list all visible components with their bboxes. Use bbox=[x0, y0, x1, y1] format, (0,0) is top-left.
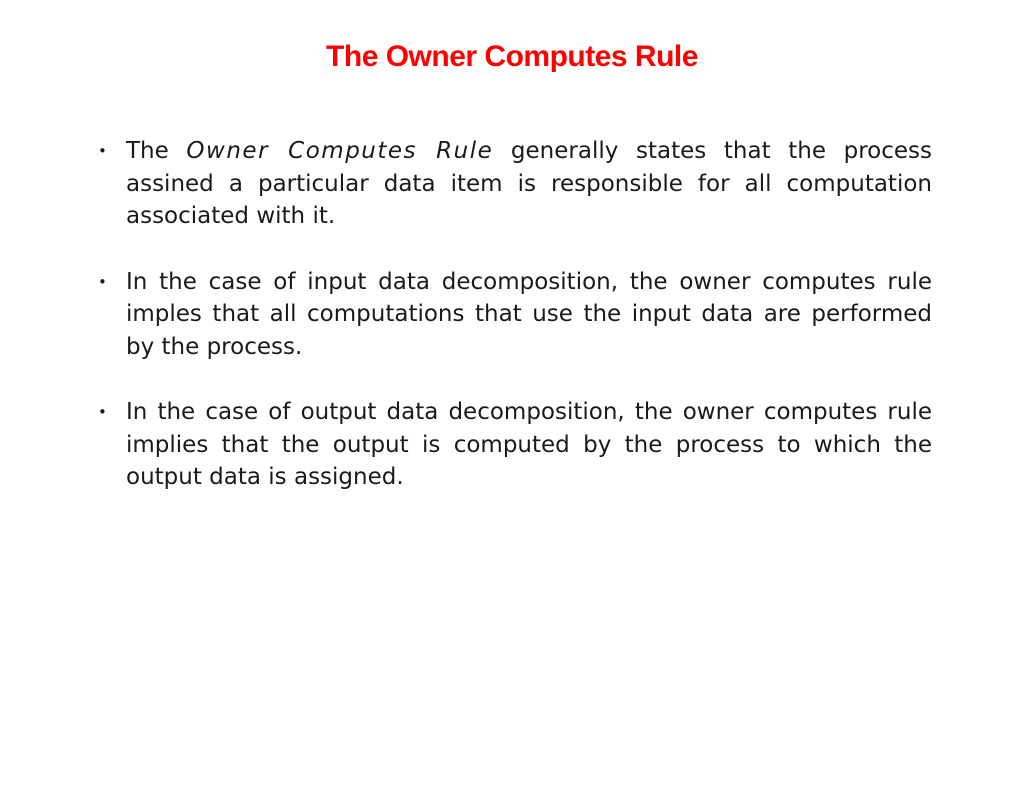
slide-title: The Owner Computes Rule bbox=[326, 40, 698, 73]
bullet-text-suffix: generally states that the process assined a particular data item is responsible for all computation associated with it. bbox=[126, 138, 932, 229]
bullet-text-prefix: The bbox=[126, 138, 187, 164]
bullet-dot-icon: • bbox=[98, 142, 107, 160]
bullet-output-decomposition bbox=[98, 396, 932, 494]
bullet-owner-computes-definition bbox=[98, 135, 932, 233]
bullet-list bbox=[98, 135, 932, 527]
bullet-text: In the case of input data decomposition, the owner computes rule imples that all computations that use the input data are performed by the process. bbox=[126, 268, 932, 360]
bullet-input-decomposition bbox=[98, 266, 932, 364]
bullet-text: In the case of output data decomposition, the owner computes rule implies that the output is computed by the process to which the output data is assigned. bbox=[126, 399, 932, 490]
emphasized-term: Owner Computes Rule bbox=[186, 138, 494, 164]
bullet-dot-icon: • bbox=[98, 272, 107, 291]
bullet-dot-icon: • bbox=[98, 403, 107, 421]
